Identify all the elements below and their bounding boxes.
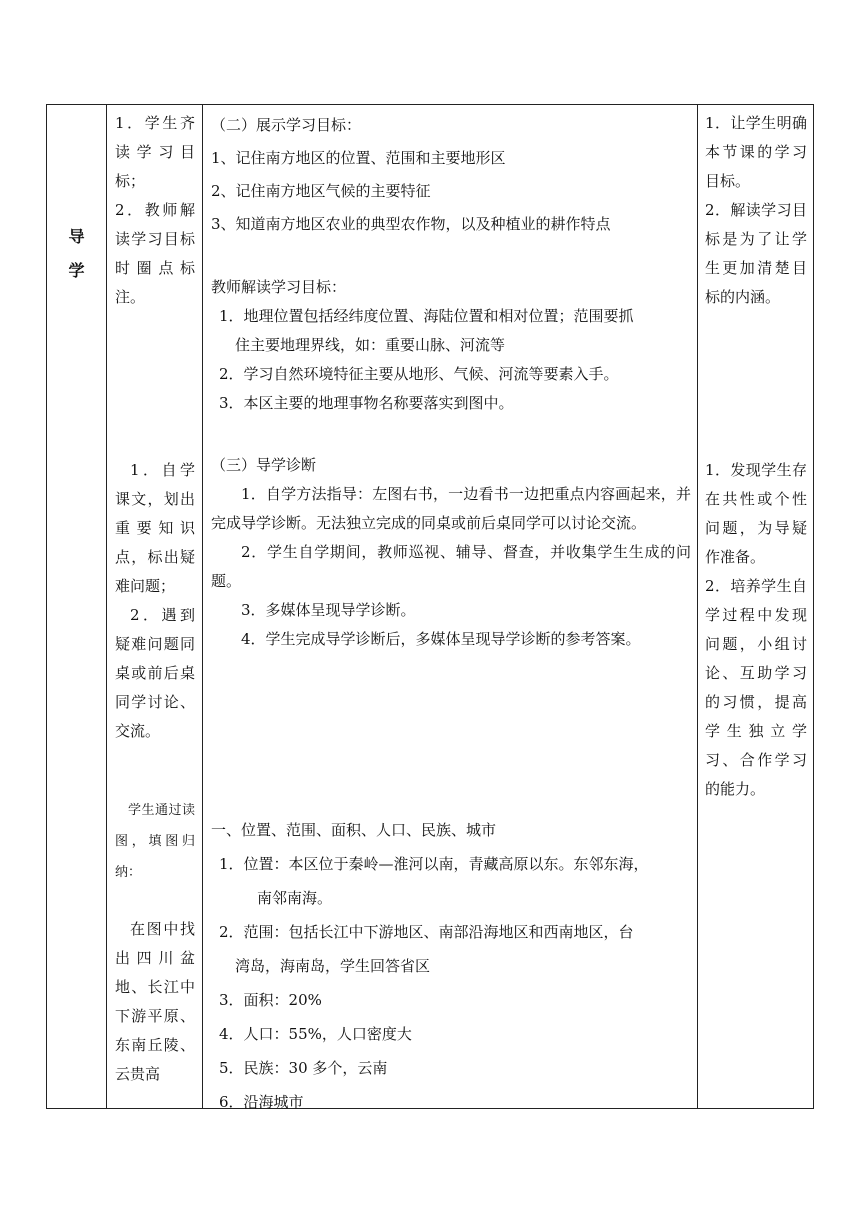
interpret-item: 3．本区主要的地理事物名称要落实到图中。 [219,394,514,412]
position-line: 1．位置：本区位于秦岭—淮河以南，青藏高原以东。东邻东海， [219,855,649,873]
design-intent-diagnosis [705,456,807,804]
diag-item: 4．学生完成导学诊断后，多媒体呈现导学诊断的参考答案。 [241,630,641,648]
interpret-item: 住主要地理界线，如：重要山脉、河流等 [235,336,506,354]
interpret-item: 1．地理位置包括经纬度位置、海陆位置和相对位置；范围要抓 [219,307,634,325]
student-activity-map-reading: 学生通过读图，填图归纳： [115,803,195,880]
diag-item: 2．学生自学期间，教师巡视、辅导、督查，并收集学生生成的问题。 [211,543,691,590]
student-step: 1．自学课文，划出重要知识点，标出疑难问题； [115,461,195,595]
range-line-cont: 湾岛，海南岛，学生回答省区 [235,957,431,975]
ethnic-line: 5．民族：30 多个，云南 [219,1059,388,1077]
position-line-cont: 南邻南海。 [257,889,333,907]
student-activity-cell [107,105,202,1108]
interpret-item: 2．学习自然环境特征主要从地形、气候、河流等要素入手。 [219,365,619,383]
learning-goals [211,109,691,241]
student-step: 2．遇到疑难问题同桌或前后桌同学讨论、交流。 [115,606,195,740]
intent-item: 2．培养学生自学过程中发现问题，小组讨论、互助学习的习惯，提高学生独立学习、合作学习的能力。 [705,577,807,798]
goals-interpretation [211,273,691,418]
student-activity-goals [115,109,195,312]
student-step: 1．学生齐读学习目标； [115,114,195,190]
intent-item: 2．解读学习目标是为了让学生更加清楚目标的内涵。 [705,201,807,306]
population-line: 4．人口：55%，人口密度大 [219,1025,412,1043]
student-step: 2．教师解读学习目标时圈点标注。 [115,201,195,306]
diag-item: 1．自学方法指导：左图右书，一边看书一边把重点内容画起来，并完成导学诊断。无法独立完成的同桌或前后桌同学可以讨论交流。 [211,485,691,532]
student-activity-map-task: 在图中找出四川盆地、长江中下游平原、东南丘陵、云贵高 [115,920,195,1083]
teaching-content-cell [203,105,697,1111]
section-label-cell [47,105,106,1108]
design-intent-cell [698,105,814,1108]
goals-title: （二）展示学习目标： [211,116,362,134]
guided-diagnosis [211,451,691,654]
range-line: 2．范围：包括长江中下游地区、南部沿海地区和西南地区，台 [219,923,634,941]
design-intent-goals [705,109,807,312]
area-line: 3．面积：20% [219,991,322,1009]
part1-title: 一、位置、范围、面积、人口、民族、城市 [211,821,497,839]
lesson-plan-table [46,104,814,1109]
student-activity-self-study [115,456,195,746]
section-label: 导 学 [68,227,85,280]
location-range-section [211,813,691,1119]
goal-item: 2、记住南方地区气候的主要特征 [211,182,431,200]
intent-item: 1．让学生明确本节课的学习目标。 [705,114,807,190]
intent-item: 1．发现学生存在共性或个性问题，为导疑作准备。 [705,461,807,566]
interpret-title: 教师解读学习目标： [211,278,347,296]
diag-title: （三）导学诊断 [211,456,317,474]
goal-item: 3、知道南方地区农业的典型农作物，以及种植业的耕作特点 [211,215,611,233]
goal-item: 1、记住南方地区的位置、范围和主要地形区 [211,149,506,167]
diag-item: 3．多媒体呈现导学诊断。 [241,601,416,619]
cities-line: 6．沿海城市 [219,1093,304,1111]
